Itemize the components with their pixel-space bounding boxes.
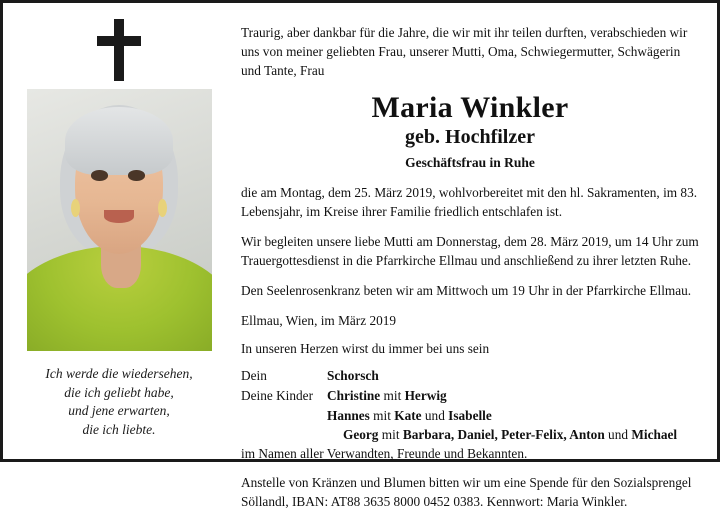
deceased-maiden-name: geb. Hochfilzer [405, 126, 535, 149]
donation-paragraph: Anstelle von Kränzen und Blumen bitten wir um eine Spende für den Sozialsprengel Söllandl, IBAN: AT88 3635 8000 0452 0383. Kennwort: Maria Winkler. [241, 474, 692, 509]
deceased-name-block [241, 92, 699, 173]
left-column [3, 3, 235, 459]
verse-line-2: die ich geliebt habe, [64, 384, 174, 400]
child-hannes: Hannes [327, 408, 370, 424]
cross-horizontal-bar [97, 36, 141, 46]
conjunction-mit-1: mit [380, 388, 405, 404]
partner-kate: Kate [394, 408, 422, 424]
family-names-children [327, 387, 699, 406]
cross-container [13, 11, 225, 89]
rosary-paragraph: Den Seelenrosenkranz beten wir am Mittwoch um 19 Uhr in der Pfarrkirche Ellmau. [241, 282, 692, 298]
intro-paragraph: Traurig, aber dankbar für die Jahre, die wir mit ihr teilen durften, verabschieden wir uns von meiner geliebten Frau, unserer Mutti, Oma, Schwiegermutter, Schwägerin und Tante, Frau [241, 25, 688, 78]
right-column [235, 3, 717, 509]
family-label-spouse: Dein [241, 368, 267, 384]
portrait-photo [27, 89, 212, 351]
death-paragraph: die am Montag, dem 25. März 2019, wohlvorbereitet mit den hl. Sakramenten, im 83. Lebensjahr, im Kreise ihrer Familie friedlich entschlafen ist. [241, 185, 698, 220]
conjunction-und-2: und [604, 427, 632, 443]
family-row-spouse [241, 367, 699, 386]
verse-line-4: die ich liebte. [82, 421, 156, 437]
portrait-left-eye [91, 170, 108, 180]
funeral-paragraph: Wir begleiten unsere liebe Mutti am Donnerstag, dem 28. März 2019, um 14 Uhr zum Trauergottesdienst in die Pfarrkirche Ellmau und anschließend zu ihrer letzten Ruhe. [241, 234, 699, 268]
family-label-children: Deine Kinder [241, 388, 313, 404]
grandchild-michael: Michael [631, 427, 678, 443]
family-list [241, 367, 699, 463]
family-row-children [241, 387, 699, 406]
grandchildren-names: Barbara, Daniel, Peter-Felix, Anton [402, 427, 605, 443]
family-row-hannes [241, 407, 699, 426]
partner-herwig: Herwig [404, 388, 447, 404]
child-isabelle: Isabelle [448, 408, 492, 424]
child-georg: Georg [343, 427, 379, 443]
conjunction-mit-3: mit [378, 427, 403, 443]
cross-vertical-bar [114, 19, 124, 81]
relatives-line: im Namen aller Verwandten, Freunde und Bekannten. [241, 445, 528, 461]
memorial-verse [45, 365, 192, 440]
latin-cross-icon [97, 19, 141, 81]
conjunction-und-1: und [421, 408, 449, 424]
deceased-occupation: Geschäftsfrau in Ruhe [405, 155, 535, 171]
portrait-hair-top [65, 107, 172, 175]
deceased-name: Maria Winkler [371, 90, 569, 124]
family-row-georg [241, 426, 699, 445]
conjunction-mit-2: mit [369, 408, 395, 424]
verse-line-3: und jene erwarten, [68, 403, 170, 419]
portrait-right-eye [128, 170, 145, 180]
verse-line-1: Ich werde die wiedersehen, [45, 366, 193, 381]
child-christine: Christine [327, 388, 381, 404]
portrait-mouth [104, 210, 134, 223]
place-and-date: Ellmau, Wien, im März 2019 [241, 312, 397, 328]
family-name-spouse: Schorsch [327, 368, 379, 384]
heart-line: In unseren Herzen wirst du immer bei uns sein [241, 340, 490, 356]
